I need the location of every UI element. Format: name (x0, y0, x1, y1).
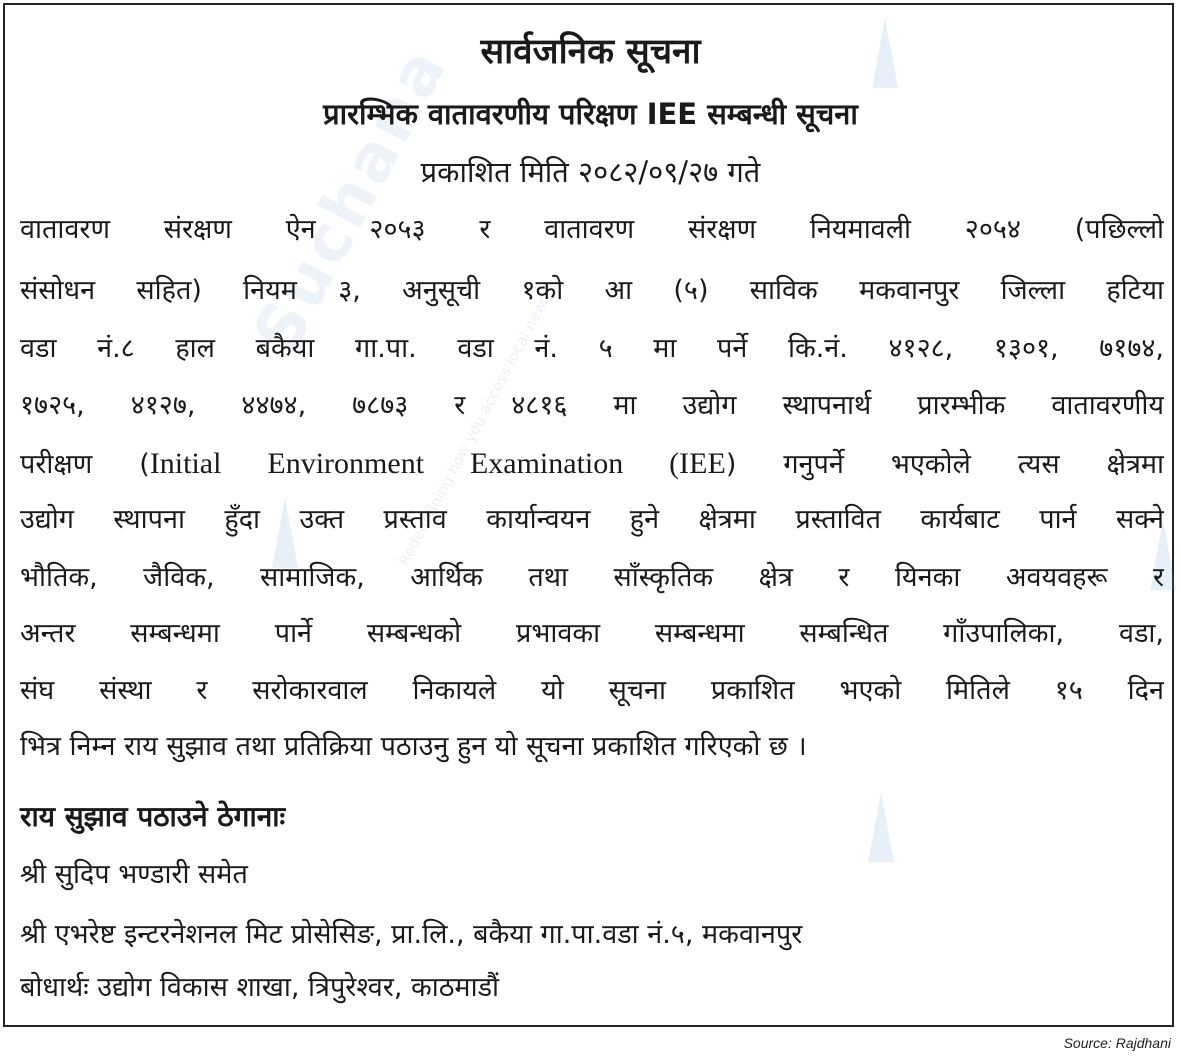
address-line: बोधार्थः उद्योग विकास शाखा, त्रिपुरेश्वर, काठमाडौं (20, 972, 500, 1003)
body-line: संघ संस्था र सरोकारवाल निकायले यो सूचना प्रकाशित भएको मितिले १५ दिन (20, 675, 1164, 706)
watermark-tagline: Rededefining how you access local news (395, 290, 555, 569)
watermark: Suchana (240, 34, 463, 365)
address-line: श्री सुदिप भण्डारी समेत (20, 859, 248, 890)
source-credit: Source: Rajdhani (1063, 1035, 1171, 1051)
notice-subtitle: प्रारम्भिक वातावरणीय परिक्षण IEE सम्बन्धी सूचना (323, 97, 858, 131)
address-line: श्री एभरेष्ट इन्टरनेशनल मिट प्रोसेसिङ, प्रा.लि., बकैया गा.पा.वडा नं.५, मकवानपुर (20, 919, 803, 950)
body-line: संसोधन सहित) नियम ३, अनुसूची १को आ (५) साविक मकवानपुर जिल्ला हटिया (20, 275, 1164, 306)
body-line: भौतिक, जैविक, सामाजिक, आर्थिक तथा साँस्कृतिक क्षेत्र र यिनका अवयवहरू र (20, 562, 1164, 593)
body-line: उद्योग स्थापना हुँदा उक्त प्रस्ताव कार्यान्वयन हुने क्षेत्रमा प्रस्तावित कार्यबाट पार्न सक्ने (20, 504, 1164, 535)
body-line: अन्तर सम्बन्धमा पार्ने सम्बन्धको प्रभावका सम्बन्धमा सम्बन्धित गाँउपालिका, वडा, (20, 618, 1164, 649)
body-line: भित्र निम्न राय सुझाव तथा प्रतिक्रिया पठाउनु हुन यो सूचना प्रकाशित गरिएको छ । (20, 731, 807, 762)
notice-title: सार्वजनिक सूचना (480, 32, 701, 72)
body-line: वातावरण संरक्षण ऐन २०५३ र वातावरण संरक्षण नियमावली २०५४ (पछिल्लो (20, 214, 1164, 245)
published-date: प्रकाशित मिति २०८२/०९/२७ गते (420, 155, 761, 189)
address-heading: राय सुझाव पठाउने ठेगानाः (20, 800, 286, 833)
body-line-mixed (20, 441, 1164, 487)
body-line: १७२५, ४१२७, ४४७४, ७८७३ र ४८१६ मा उद्योग स्थापनार्थ प्रारम्भीक वातावरणीय (20, 390, 1164, 421)
body-line: वडा नं.८ हाल बकैया गा.पा. वडा नं. ५ मा पर्ने कि.नं. ४१२८, १३०१, ७१७४, (20, 333, 1164, 364)
body-text: ) गनुपर्ने भएकोले त्यस क्षेत्रमा (725, 449, 1164, 480)
english-term: Initial Environment Examination (IEE (149, 447, 726, 480)
body-text: परीक्षण ( (20, 449, 150, 480)
